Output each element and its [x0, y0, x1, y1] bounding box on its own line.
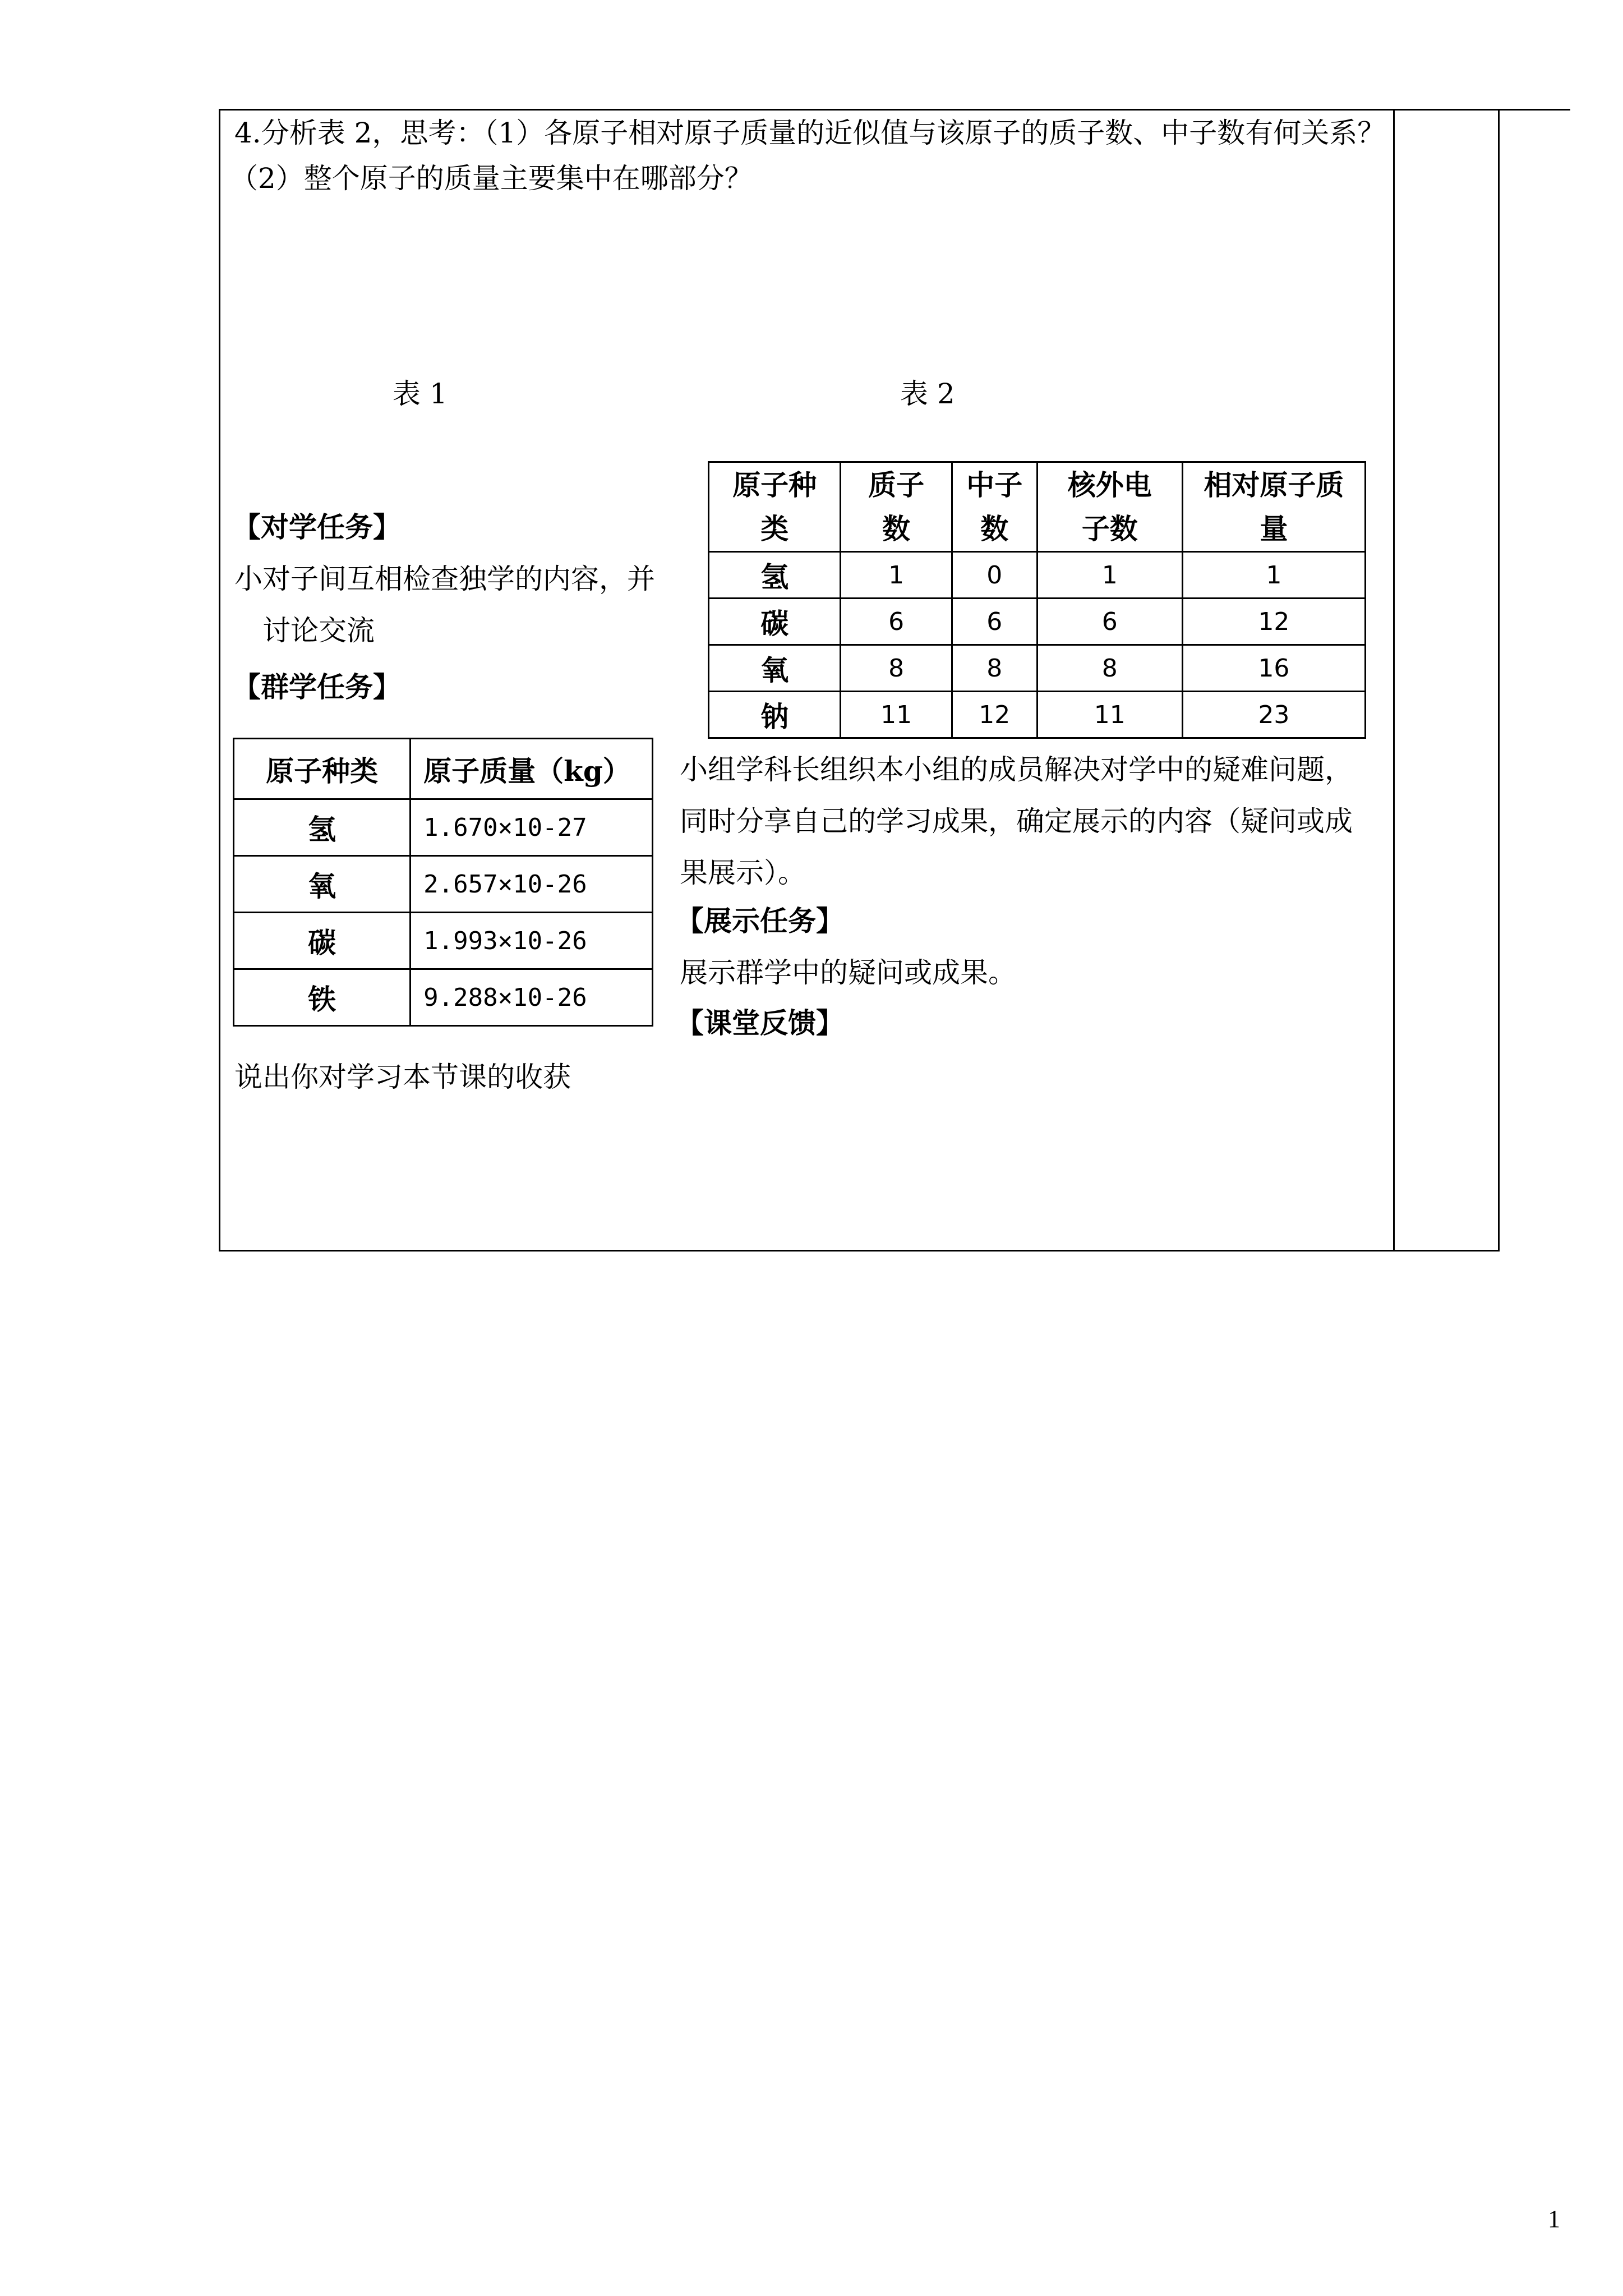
header-line: 类	[760, 512, 789, 545]
header-line: 质子	[868, 468, 925, 501]
table1-cell: 1.670×10-27	[411, 799, 653, 856]
feedback-text: 说出你对学习本节课的收获	[234, 1061, 571, 1093]
table2-cell: 11	[1037, 692, 1182, 738]
header-line: 原子种	[732, 468, 817, 501]
table2-cell: 8	[952, 645, 1037, 692]
table2-cell: 氢	[709, 552, 841, 599]
table2-cell: 1	[841, 552, 952, 599]
pair-task-text-1: 小对子间互相检查独学的内容，并	[234, 563, 655, 595]
table-row	[234, 913, 653, 969]
table1-cell: 铁	[234, 969, 411, 1026]
table2-cell: 0	[952, 552, 1037, 599]
header-line: 量	[1260, 512, 1288, 545]
table2-cell: 11	[841, 692, 952, 738]
table2-header-electrons	[1037, 462, 1182, 552]
table1-header-mass: 原子质量（kg）	[411, 739, 653, 799]
table2-header-relative-mass	[1182, 462, 1365, 552]
table-row	[709, 692, 1366, 738]
question-line-2: （2）整个原子的质量主要集中在哪部分？	[230, 162, 753, 195]
table1-cell: 9.288×10-26	[411, 969, 653, 1026]
table2-caption: 表 2	[900, 378, 955, 410]
frame-middle-line	[1393, 109, 1395, 1251]
table1-cell: 2.657×10-26	[411, 856, 653, 913]
table2-cell: 12	[1182, 599, 1365, 645]
table2-cell: 钠	[709, 692, 841, 738]
table2-cell: 12	[952, 692, 1037, 738]
frame-left-line	[219, 109, 220, 1251]
frame-right-line	[1498, 109, 1500, 1251]
header-line: 数	[980, 512, 1009, 545]
atom-structure-table	[708, 461, 1366, 739]
table-row	[709, 599, 1366, 645]
table1-cell: 碳	[234, 913, 411, 969]
page-number: 1	[1548, 2205, 1560, 2233]
table2-cell: 1	[1182, 552, 1365, 599]
table2-cell: 氧	[709, 645, 841, 692]
header-line: 子数	[1081, 512, 1138, 545]
table2-header-atom	[709, 462, 841, 552]
header-line: 核外电	[1067, 468, 1152, 501]
table2-cell: 1	[1037, 552, 1182, 599]
table2-header-protons	[841, 462, 952, 552]
pair-task-text-2: 讨论交流	[262, 614, 375, 647]
pair-task-heading: 【对学任务】	[233, 510, 401, 544]
group-task-text-3: 果展示）。	[680, 857, 806, 889]
table2-cell: 6	[841, 599, 952, 645]
table1-caption: 表 1	[393, 378, 448, 410]
atom-mass-table	[233, 738, 653, 1027]
group-task-heading: 【群学任务】	[233, 670, 401, 703]
table2-cell: 16	[1182, 645, 1365, 692]
table-row	[234, 969, 653, 1026]
table2-cell: 23	[1182, 692, 1365, 738]
header-line: 相对原子质	[1204, 468, 1344, 501]
table-row	[709, 645, 1366, 692]
table2-cell: 碳	[709, 599, 841, 645]
table2-cell: 6	[952, 599, 1037, 645]
table1-cell: 1.993×10-26	[411, 913, 653, 969]
table-row	[709, 552, 1366, 599]
table1-cell: 氧	[234, 856, 411, 913]
table2-cell: 8	[841, 645, 952, 692]
question-line-1: 4.分析表 2，思考：（1）各原子相对原子质量的近似值与该原子的质子数、中子数有何关系？	[234, 117, 1386, 149]
frame-bottom-line	[219, 1250, 1500, 1251]
table1-header-atom: 原子种类	[234, 739, 411, 799]
table2-cell: 6	[1037, 599, 1182, 645]
group-task-text-1: 小组学科长组织本小组的成员解决对学中的疑难问题，	[680, 753, 1353, 786]
header-line: 中子	[966, 468, 1023, 501]
feedback-heading: 【课堂反馈】	[676, 1006, 844, 1039]
frame-top-line	[219, 109, 1570, 111]
table1-cell: 氢	[234, 799, 411, 856]
table2-cell: 8	[1037, 645, 1182, 692]
table-row	[234, 856, 653, 913]
group-task-text-2: 同时分享自己的学习成果，确定展示的内容（疑问或成	[680, 805, 1353, 838]
show-task-text: 展示群学中的疑问或成果。	[680, 956, 1016, 989]
table-row	[234, 799, 653, 856]
header-line: 数	[882, 512, 911, 545]
show-task-heading: 【展示任务】	[676, 904, 844, 937]
table2-header-neutrons	[952, 462, 1037, 552]
